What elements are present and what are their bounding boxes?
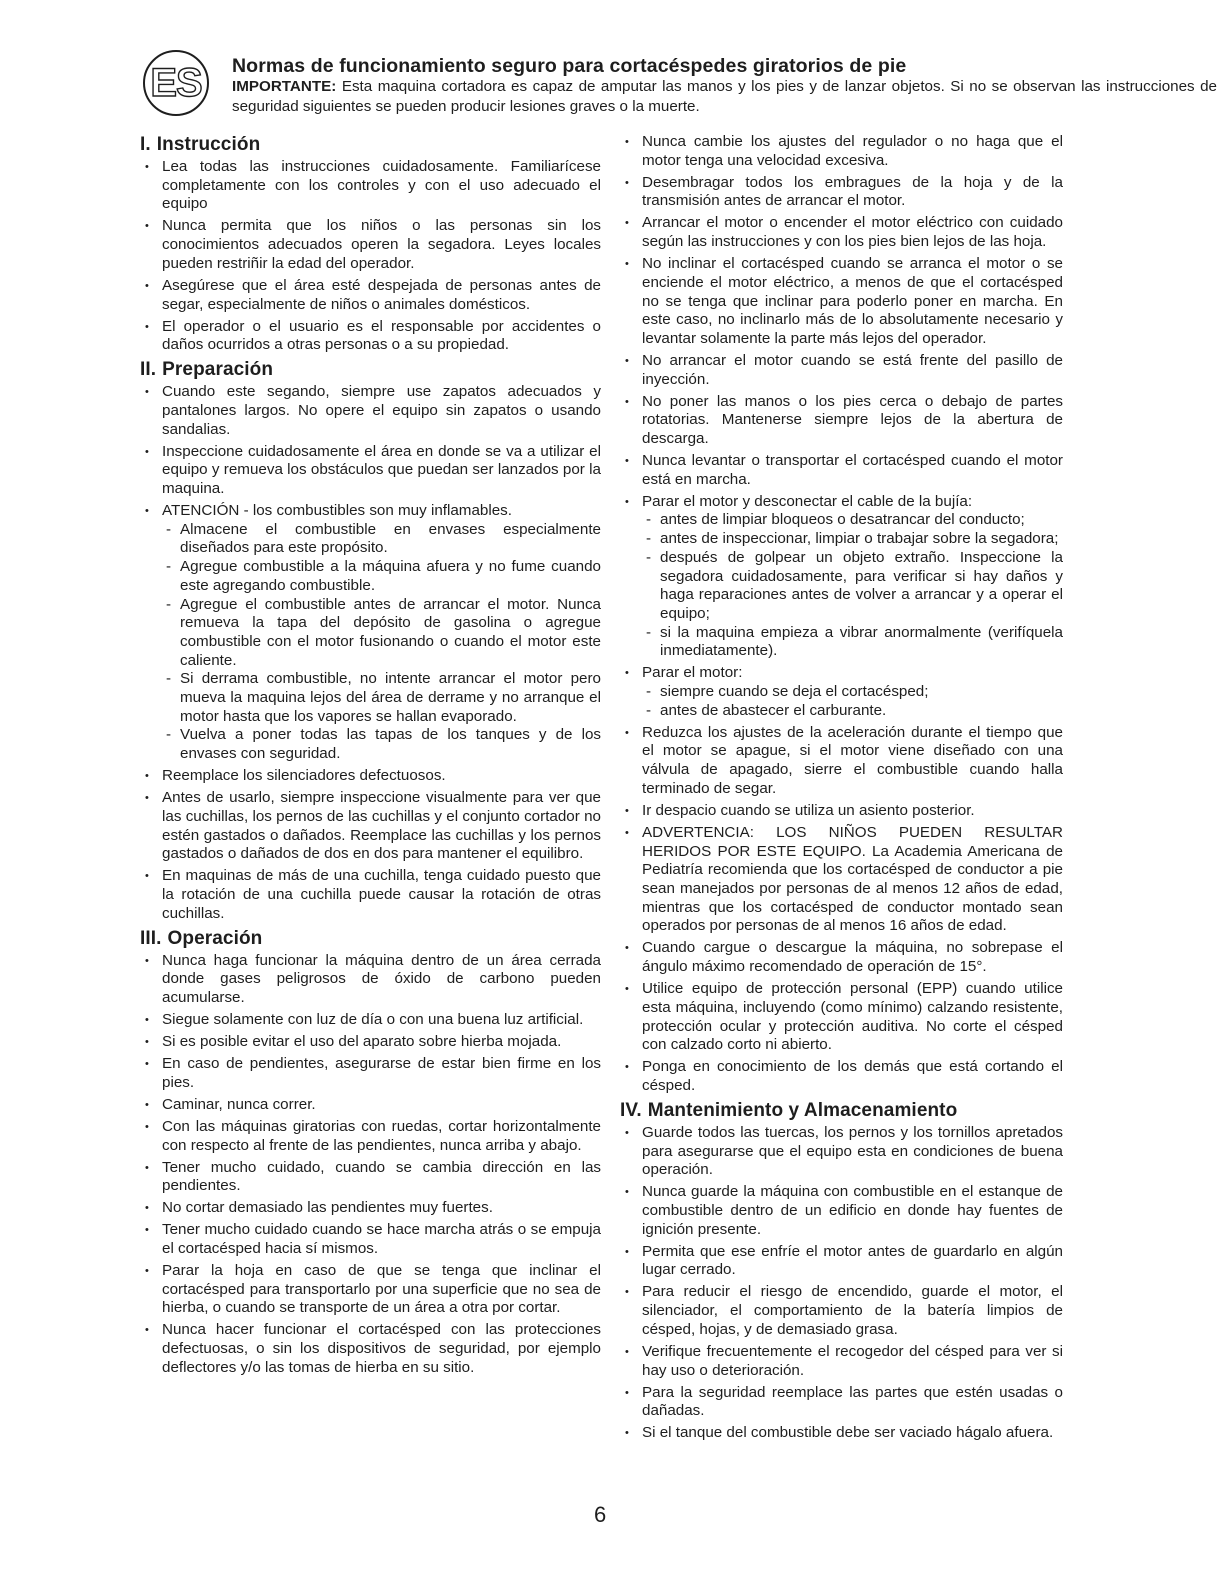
sub-list-item: - antes de inspeccionar, limpiar o trabajar sobre la segadora; — [642, 530, 1063, 549]
list-item: • Verifique frecuentemente el recogedor del césped para ver si hay uso o deterioración. — [623, 1343, 1063, 1380]
list-item: • Para la seguridad reemplace las partes que estén usadas o dañadas. — [623, 1384, 1063, 1421]
list-item: • No poner las manos o los pies cerca o debajo de partes rotatorias. Mantenerse siempre lejos de la abertura de descarga. — [623, 393, 1063, 449]
mantenimiento-list — [623, 1124, 1063, 1443]
section-heading-operacion — [140, 927, 601, 951]
list-item-text: Parar el motor: — [642, 664, 743, 682]
list-item — [623, 493, 1063, 661]
fuel-warning-sublist — [162, 521, 601, 764]
section-number: III. — [140, 927, 162, 949]
list-item: • Utilice equipo de protección personal (EPP) cuando utilice esta máquina, incluyendo (como mínimo) calzando resistente, protección ocular y protección auditiva. No corte el césped con calzado corto ni abierto. — [623, 980, 1063, 1055]
list-item: • Si es posible evitar el uso del aparato sobre hierba mojada. — [143, 1033, 601, 1052]
list-item: • No arrancar el motor cuando se está frente del pasillo de inyección. — [623, 352, 1063, 389]
section-heading-preparacion — [140, 358, 601, 382]
list-item: • Tener mucho cuidado, cuando se cambia dirección en las pendientes. — [143, 1159, 601, 1196]
list-item — [143, 502, 601, 764]
list-item: • Lea todas las instrucciones cuidadosamente. Familiarícese completamente con los controles y con el uso adecuado el equipo — [143, 158, 601, 214]
list-item: • Nunca guarde la máquina con combustible en el estanque de combustible dentro de un edificio en donde hay fuentes de ignición presente. — [623, 1183, 1063, 1239]
list-item: • Caminar, nunca correr. — [143, 1096, 601, 1115]
important-text: Esta maquina cortadora es capaz de amputar las manos y los pies y de lanzar objetos. Si no se observan las instrucciones de seguridad siguientes se pueden producir lesiones graves o la muerte. — [232, 78, 1217, 115]
sub-list-item: - después de golpear un objeto extraño. Inspeccione la segadora cuidadosamente, para verificar si hay daños y haga reparaciones antes de volver a arrancar y a operar el equipo; — [642, 549, 1063, 624]
list-item-text: Parar el motor y desconectar el cable de la bujía: — [642, 492, 973, 510]
list-item: • Cuando este segando, siempre use zapatos adecuados y pantalones largos. No opere el equipo sin zapatos o usando sandalias. — [143, 383, 601, 439]
operacion-list — [143, 952, 601, 1378]
sub-list-item: - si la maquina empieza a vibrar anormalmente (verifíquela inmediatamente). — [642, 624, 1063, 661]
list-item: • En caso de pendientes, asegurarse de estar bien firme en los pies. — [143, 1055, 601, 1092]
page-title: Normas de funcionamiento seguro para cortacéspedes giratorios de pie — [232, 55, 907, 77]
section-title: Instrucción — [156, 134, 261, 155]
list-item: • Desembragar todos los embragues de la hoja y de la transmisión antes de arrancar el motor. — [623, 174, 1063, 211]
section-title: Preparación — [162, 359, 274, 381]
sub-list-item: - siempre cuando se deja el cortacésped; — [642, 683, 1063, 702]
operacion-list-continued — [623, 133, 1063, 1096]
list-item: • Ir despacio cuando se utiliza un asiento posterior. — [623, 802, 1063, 821]
sub-list-item: - Si derrama combustible, no intente arrancar el motor pero mueva la maquina lejos del área de derrame y no arranque el motor hasta que los vapores se hallan evaporado. — [162, 670, 601, 726]
list-item: • Permita que ese enfríe el motor antes de guardarlo en algún lugar cerrado. — [623, 1243, 1063, 1280]
list-item: • Nunca cambie los ajustes del regulador o no haga que el motor tenga una velocidad excesiva. — [623, 133, 1063, 170]
list-item: • Inspeccione cuidadosamente el área en donde se va a utilizar el equipo y remueva los obstáculos que puedan ser lanzados por la maquina. — [143, 443, 601, 499]
list-item: • Nunca levantar o transportar el cortacésped cuando el motor está en marcha. — [623, 452, 1063, 489]
list-item: • El operador o el usuario es el responsable por accidentes o daños ocurridos a otras personas o a su propiedad. — [143, 318, 601, 355]
list-item — [623, 664, 1063, 720]
list-item: • Nunca hacer funcionar el cortacésped con las protecciones defectuosas, o sin los dispositivos de seguridad, por ejemplo deflectores y/o las tomas de hierba en su sitio. — [143, 1321, 601, 1377]
section-number: I. — [140, 134, 151, 155]
list-item: • Antes de usarlo, siempre inspeccione visualmente para ver que las cuchillas, los pernos de las cuchillas y el conjunto cortador no estén gastados o dañados. Reemplace las cuchillas y los pernos gastados o dañados de dos en dos para mantener el equilibro. — [143, 789, 601, 864]
list-item: • Arrancar el motor o encender el motor eléctrico con cuidado según las instrucciones y con los pies bien lejos de las hoja. — [623, 214, 1063, 251]
section-number: II. — [140, 359, 157, 381]
list-item: • Con las máquinas giratorias con ruedas, cortar horizontalmente con respecto al frente de las pendientes, nunca arriba y abajo. — [143, 1118, 601, 1155]
sub-list-item: - Agregue combustible a la máquina afuera y no fume cuando este agregando combustible. — [162, 558, 601, 595]
list-item: • En maquinas de más de una cuchilla, tenga cuidado puesto que la rotación de una cuchilla puede causar la rotación de otras cuchillas. — [143, 867, 601, 923]
list-item: • No cortar demasiado las pendientes muy fuertes. — [143, 1199, 601, 1218]
instruccion-list — [143, 158, 601, 355]
list-item: • Guarde todos las tuercas, los pernos y los tornillos apretados para asegurarse que el equipo esta en condiciones de buena operación. — [623, 1124, 1063, 1180]
page-header — [143, 50, 1218, 120]
sub-list-item: - Almacene el combustible en envases especialmente diseñados para este propósito. — [162, 521, 601, 558]
list-item: • Nunca haga funcionar la máquina dentro de un área cerrada donde gases peligrosos de óxido de carbono pueden acumularse. — [143, 952, 601, 1008]
list-item: • Si el tanque del combustible debe ser vaciado hágalo afuera. — [623, 1424, 1063, 1443]
list-item: • Ponga en conocimiento de los demás que está cortando el césped. — [623, 1058, 1063, 1095]
section-number: IV. — [620, 1099, 642, 1121]
right-column — [620, 133, 1063, 1446]
important-label: IMPORTANTE: — [232, 78, 337, 95]
language-badge: ES — [143, 50, 209, 116]
list-item: • Reemplace los silenciadores defectuosos. — [143, 767, 601, 786]
important-notice — [232, 77, 1217, 116]
preparacion-list — [143, 383, 601, 923]
list-item: • Asegúrese que el área esté despejada de personas antes de segar, especialmente de niños o animales domésticos. — [143, 277, 601, 314]
list-item: • Reduzca los ajustes de la aceleración durante el tiempo que el motor se apague, si el motor viene diseñado con una válvula de apagado, sierre el combustible cuando halla terminado de segar. — [623, 724, 1063, 799]
list-item: • No inclinar el cortacésped cuando se arranca el motor o se enciende el motor eléctrico, a menos de que el cortacésped no se tenga que inclinar para poderlo poner en marcha. En este caso, no inclinarlo más de lo absolutamente necesario y levantar solamente la parte más lejos del operador. — [623, 255, 1063, 349]
sub-list-item: - antes de limpiar bloqueos o desatrancar del conducto; — [642, 511, 1063, 530]
list-item: • Cuando cargue o descargue la máquina, no sobrepase el ángulo máximo recomendado de operación de 15°. — [623, 939, 1063, 976]
list-item-text: ATENCIÓN - los combustibles son muy inflamables. — [162, 502, 512, 520]
sub-list-item: - Agregue el combustible antes de arrancar el motor. Nunca remueva la tapa del depósito de gasolina o agregue combustible con el motor fusionando o cuando el motor este caliente. — [162, 596, 601, 671]
page-number: 6 — [594, 1502, 607, 1527]
left-column — [140, 133, 601, 1381]
list-item: • ADVERTENCIA: LOS NIÑOS PUEDEN RESULTAR HERIDOS POR ESTE EQUIPO. La Academia Americana de Pediatría recomienda que los cortacésped de conductor a pie sean manejados por personas de al menos 12 años de edad, mientras que los cortacésped de conductor montado sean operados por personas de al menos 16 años de edad. — [623, 824, 1063, 936]
list-item: • Para reducir el riesgo de encendido, guarde el motor, el silenciador, el comportamiento de la batería limpios de césped, hojas, y de demasiado grasa. — [623, 1283, 1063, 1339]
list-item: • Siegue solamente con luz de día o con una buena luz artificial. — [143, 1011, 601, 1030]
stop-engine-sublist — [642, 511, 1063, 661]
list-item: • Tener mucho cuidado cuando se hace marcha atrás o se empuja el cortacésped hacia sí mismos. — [143, 1221, 601, 1258]
sub-list-item: - Vuelva a poner todas las tapas de los tanques y de los envases con seguridad. — [162, 726, 601, 763]
section-title: Mantenimiento y Almacenamiento — [647, 1099, 958, 1121]
stop-motor-sublist — [642, 683, 1063, 720]
section-heading-mantenimiento — [620, 1099, 1063, 1123]
section-heading-instruccion — [140, 133, 601, 157]
section-title: Operación — [167, 927, 263, 949]
list-item: • Parar la hoja en caso de que se tenga que inclinar el cortacésped para transportarlo por una superficie que no sea de hierba, o cuando se transporte de un área a otra por cortar. — [143, 1262, 601, 1318]
sub-list-item: - antes de abastecer el carburante. — [642, 702, 1063, 721]
list-item: • Nunca permita que los niños o las personas sin los conocimientos adecuados operen la segadora. Leyes locales pueden restriñir la edad del operador. — [143, 217, 601, 273]
